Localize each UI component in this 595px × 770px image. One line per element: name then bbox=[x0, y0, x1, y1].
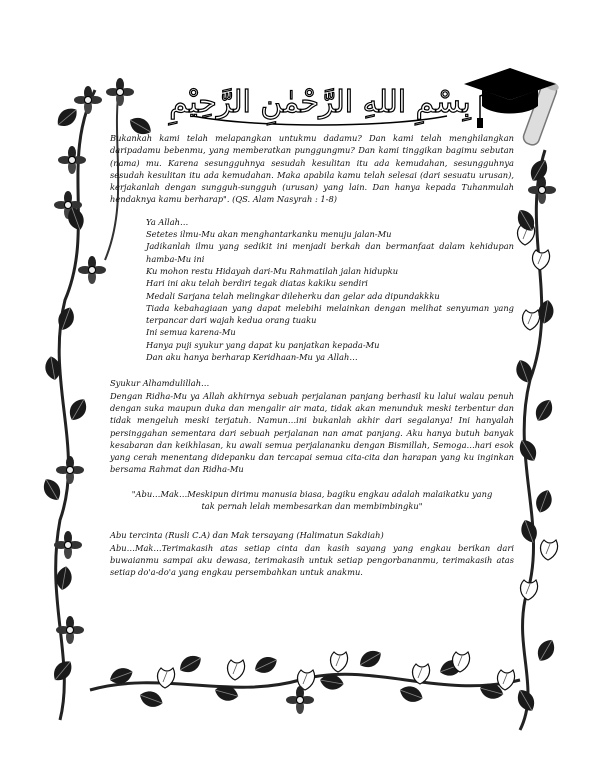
syukur-body: Dengan Ridha-Mu ya Allah akhirnya sebuah perjalanan panjang berhasil ku lalui walau penuh dengan suka maupun duka dan mengalir air mata, tidak akan menunduk meski terbentur dan tidak mengeluh meski terjatuh. Namun…ini bukanlah akhir dari segalanya! Ini hanyalah persinggahan sementara dari sebuah perjalanan nan amat panjang. Aku hanya butuh banyak kesabaran dan keikhlasan, ku awali semua perjalananku dengan Bismillah, Semoga…hari esok yang cerah menentang didepanku dan tercapai semua cita-cita dan harapan yang ku inginkan bersama Rahmat dan Ridha-Mu bbox=[110, 390, 514, 475]
poem-line: Setetes ilmu-Mu akan menghantarkanku menuju jalan-Mu bbox=[146, 229, 392, 240]
dedication-text bbox=[110, 132, 514, 579]
poem-line: Jadikanlah ilmu yang sedikit ini menjadi berkah dan bermanfaat dalam kehidupan hamba-Mu ini bbox=[146, 241, 514, 264]
poem-line: Medali Sarjana telah melingkar dileherku dan gelar ada dipundakkku bbox=[146, 290, 440, 301]
bismillah-text: بِسْمِ اللهِ الرَّحْمٰنِ الرَّحِيْمِ bbox=[169, 85, 471, 120]
poem-line: Hanya puji syukur yang dapat ku panjatkan kepada-Mu bbox=[146, 339, 380, 350]
poem-line: Dan aku hanya berharap Keridhaan-Mu ya Allah… bbox=[146, 352, 358, 363]
bismillah-calligraphy bbox=[169, 70, 471, 130]
quran-quote: Bukankah kami telah melapangkan untukmu dadamu? Dan kami telah menghilangkan daripadamu bebenmu, yang memberatkan punggungmu? Dan kami tinggikan bagimu sebutan (nama) mu. Karena sesungguhnya sesudah kesulitan itu ada kemudahan, sesungguhnya sesudah kesulitan itu ada kemudahan. Maka apabila kamu telah selesai (dari sesuatu urusan), kerjakanlah dengan sungguh-sungguh (urusan) yang lain. Dan hanya kepada Tuhanmulah hendaknya kamu berharap". (QS. Alam Nasyrah : 1-8) bbox=[110, 133, 514, 205]
poem-line: Ku mohon restu Hidayah dari-Mu Rahmatilah jalan hidupku bbox=[146, 265, 399, 276]
syukur-heading: Syukur Alhamdulillah… bbox=[110, 378, 210, 389]
parents-heading: Abu tercinta (Rusli C.A) dan Mak tersayang (Halimatun Sakdiah) bbox=[110, 530, 384, 541]
parents-quote: "Abu…Mak…Meskipun dirimu manusia biasa, bagiku engkau adalah malaikatku yang tak pernah lelah membesarkan dan membimbingku" bbox=[131, 488, 493, 512]
parents-body: Abu…Mak…Terimakasih atas setiap cinta dan kasih sayang yang engkau berikan dari buwaianmu sampai aku dewasa, terimakasih untuk setiap pengorbananmu, terimakasih atas setiap do'a-do'a yang engkau persembahkan untuk anakmu. bbox=[110, 542, 514, 578]
poem-line: Ya Allah… bbox=[146, 216, 189, 227]
poem-line: Hari ini aku telah berdiri tegak diatas kakiku sendiri bbox=[146, 278, 368, 289]
prayer-poem bbox=[110, 216, 514, 364]
poem-line: Tiada kebahagiaan yang dapat melebihi melainkan dengan melihat senyuman yang terpancar dari wajah kedua orang tuaku bbox=[146, 302, 514, 326]
poem-line: Ini semua karena-Mu bbox=[146, 327, 236, 338]
